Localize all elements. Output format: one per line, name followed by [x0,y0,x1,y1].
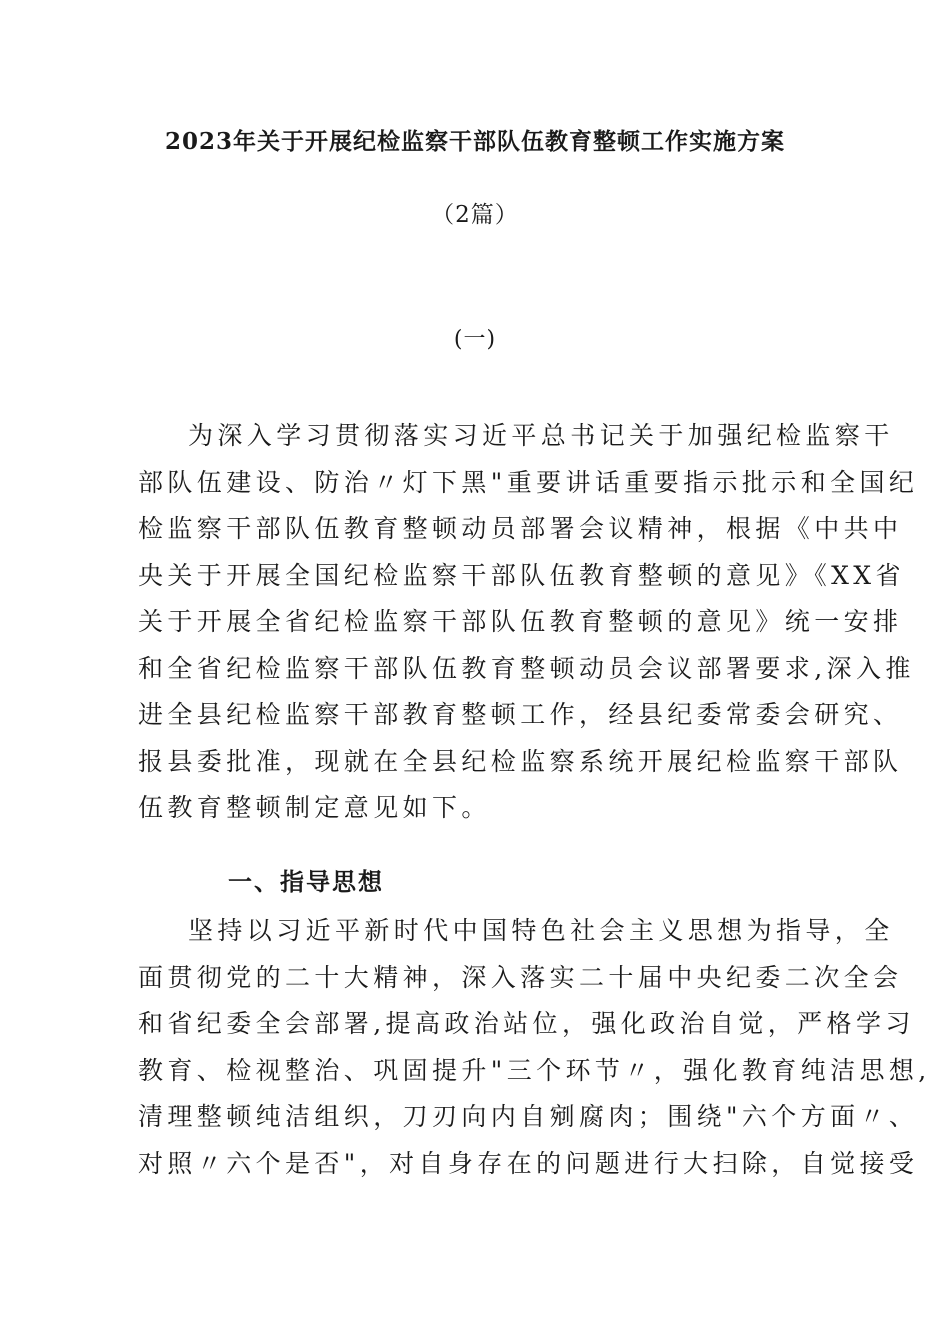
paragraph-intro [138,413,919,832]
paragraph-line: 面贯彻党的二十大精神，深入落实二十届中央纪委二次全会 [138,962,903,992]
paragraph-line: 部队伍建设、防治〃灯下黑"重要讲话重要指示批示和全国纪 [138,467,919,497]
paragraph-line: 关于开展全省纪检监察干部队伍教育整顿的意见》统一安排 [138,607,903,636]
paragraph-line: 对照〃六个是否"，对自身存在的问题进行大扫除，自觉接受 [138,1148,919,1178]
document-subtitle: （2篇） [431,202,519,228]
paragraph-line: 和省纪委全会部署,提高政治站位，强化政治自觉，严格学习 [138,1009,915,1038]
paragraph-line: 检监察干部队伍教育整顿动员部署会议精神，根据《中共中 [138,514,903,543]
paragraph-line: 央关于开展全国纪检监察干部队伍教育整顿的意见》《XX省 [138,560,905,590]
paragraph-line: 为深入学习贯彻落实习近平总书记关于加强纪检监察干 [188,421,894,450]
paragraph-line: 和全省纪检监察干部队伍教育整顿动员会议部署要求,深入推 [138,653,915,683]
paragraph-guiding-ideology [138,908,931,1187]
part-label: (一) [453,327,497,352]
paragraph-line: 进全县纪检监察干部教育整顿工作，经县纪委常委会研究、 [138,700,903,729]
paragraph-line: 教育、检视整治、巩固提升"三个环节〃，强化教育纯洁思想, [138,1055,931,1085]
paragraph-line: 报县委批准，现就在全县纪检监察系统开展纪检监察干部队 [138,746,903,776]
paragraph-line: 伍教育整顿制定意见如下。 [138,793,491,822]
document-title: 2023年关于开展纪检监察干部队伍教育整顿工作实施方案 [164,128,785,155]
paragraph-line: 坚持以习近平新时代中国特色社会主义思想为指导，全 [188,916,894,945]
paragraph-line: 清理整顿纯洁组织，刀刃向内自剜腐肉；围绕"六个方面〃、 [138,1102,919,1131]
section-heading: 一、指导思想 [228,867,384,896]
